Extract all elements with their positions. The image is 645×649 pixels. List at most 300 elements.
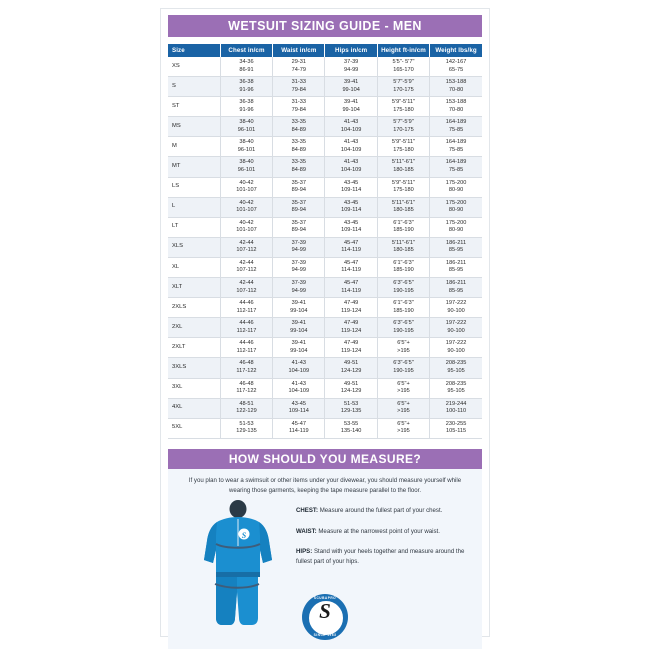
cell-height-metric: 170-175 xyxy=(393,126,414,133)
cell-weight-imperial: 164-189 xyxy=(445,139,467,146)
cell-height-metric: 180-185 xyxy=(393,167,414,174)
cell-weight-imperial: 164-189 xyxy=(445,159,467,166)
cell-waist-metric: 89-94 xyxy=(291,227,306,234)
table-row xyxy=(168,378,482,398)
cell-chest-imperial: 44-46 xyxy=(239,320,254,327)
cell-chest-imperial: 38-40 xyxy=(239,159,254,166)
cell-waist-metric: 104-109 xyxy=(288,388,310,395)
cell-waist-metric: 94-99 xyxy=(291,247,306,254)
table-row xyxy=(168,97,482,117)
cell-chest-imperial: 40-42 xyxy=(239,179,254,186)
cell-weight-metric: 90-100 xyxy=(447,347,465,354)
cell-weight-metric: 75-85 xyxy=(448,126,464,133)
cell-height-imperial: 5'9"-5'11" xyxy=(391,139,416,146)
logo-letter: S xyxy=(319,598,331,623)
cell-height-imperial: 5'11"-6'1" xyxy=(391,239,416,246)
cell-size: XS xyxy=(168,57,220,77)
cell-waist-imperial: 43-45 xyxy=(291,400,306,407)
cell-waist xyxy=(273,77,325,97)
table-row xyxy=(168,157,482,177)
cell-height-metric: 175-180 xyxy=(393,187,414,194)
cell-waist-imperial: 37-39 xyxy=(291,280,306,287)
cell-chest-imperial: 34-36 xyxy=(239,59,254,65)
cell-hips-metric: 94-99 xyxy=(343,66,359,73)
table-row xyxy=(168,358,482,378)
table-header xyxy=(168,44,482,57)
cell-weight-imperial: 197-222 xyxy=(445,340,467,347)
scubapro-logo xyxy=(302,594,348,640)
cell-waist-metric: 99-104 xyxy=(290,327,308,334)
cell-hips-metric: 109-114 xyxy=(341,187,362,194)
cell-waist xyxy=(273,298,325,318)
cell-chest xyxy=(220,117,272,137)
cell-waist-imperial: 35-37 xyxy=(291,199,306,206)
cell-weight-imperial: 153-188 xyxy=(445,79,467,86)
cell-size: XLS xyxy=(168,237,220,257)
cell-chest xyxy=(220,257,272,277)
cell-chest xyxy=(220,398,272,418)
column-header-weight: Weight lbs/kg xyxy=(430,44,482,57)
cell-size: XL xyxy=(168,257,220,277)
cell-weight xyxy=(430,257,482,277)
cell-weight-metric: 70-80 xyxy=(448,86,464,93)
cell-height xyxy=(377,418,429,438)
cell-weight-metric: 85-95 xyxy=(448,287,464,294)
cell-height-metric: >195 xyxy=(397,408,410,415)
cell-chest-imperial: 38-40 xyxy=(239,139,254,146)
cell-weight xyxy=(430,358,482,378)
cell-chest-imperial: 46-48 xyxy=(239,360,254,367)
cell-height xyxy=(377,257,429,277)
cell-weight xyxy=(430,398,482,418)
cell-height xyxy=(377,338,429,358)
cell-hips xyxy=(325,278,377,298)
cell-waist-metric: 94-99 xyxy=(291,287,306,294)
cell-weight-metric: 85-95 xyxy=(448,247,464,254)
cell-height-imperial: 6'1"-6'3" xyxy=(393,219,414,226)
cell-hips-imperial: 41-43 xyxy=(343,139,359,146)
cell-waist-imperial: 37-39 xyxy=(291,239,306,246)
cell-weight xyxy=(430,77,482,97)
cell-height-metric: 170-175 xyxy=(393,86,414,93)
cell-hips-metric: 104-109 xyxy=(340,126,362,133)
cell-height xyxy=(377,177,429,197)
sizing-table xyxy=(168,44,482,439)
cell-waist-imperial: 41-43 xyxy=(291,360,306,367)
cell-hips xyxy=(325,137,377,157)
measure-section-title: HOW SHOULD YOU MEASURE? xyxy=(168,449,482,469)
cell-hips-imperial: 43-45 xyxy=(343,219,359,226)
cell-height xyxy=(377,318,429,338)
cell-waist-metric: 84-89 xyxy=(291,126,306,133)
cell-height-imperial: 6'3"-6'5" xyxy=(393,360,414,367)
cell-weight-imperial: 186-211 xyxy=(446,239,467,246)
cell-chest xyxy=(220,318,272,338)
cell-chest xyxy=(220,77,272,97)
cell-height-imperial: 6'3"-6'5" xyxy=(393,280,414,287)
cell-weight-metric: 70-80 xyxy=(448,106,464,113)
cell-waist-imperial: 37-39 xyxy=(291,259,306,266)
cell-waist xyxy=(273,358,325,378)
cell-weight-metric: 80-90 xyxy=(448,207,464,214)
cell-waist xyxy=(273,278,325,298)
cell-weight-imperial: 142-167 xyxy=(445,59,467,65)
cell-waist xyxy=(273,237,325,257)
cell-weight-imperial: 175-200 xyxy=(445,199,467,206)
cell-weight xyxy=(430,237,482,257)
cell-waist-metric: 94-99 xyxy=(291,267,306,274)
cell-hips xyxy=(325,358,377,378)
instruction-hips xyxy=(296,547,474,567)
cell-waist-imperial: 39-41 xyxy=(291,300,306,307)
cell-waist-imperial: 33-35 xyxy=(291,159,306,166)
cell-height-metric: 175-180 xyxy=(393,146,414,153)
cell-height-metric: 185-190 xyxy=(393,267,414,274)
cell-weight-metric: 100-110 xyxy=(446,408,467,415)
cell-weight-imperial: 208-235 xyxy=(445,360,467,367)
column-header-size: Size xyxy=(168,44,220,57)
cell-hips-imperial: 47-49 xyxy=(343,300,359,307)
cell-weight-imperial: 197-222 xyxy=(445,300,467,307)
cell-chest xyxy=(220,278,272,298)
cell-weight-metric: 75-85 xyxy=(448,167,464,174)
cell-weight-metric: 65-75 xyxy=(448,66,464,73)
svg-text:S: S xyxy=(241,530,247,540)
cell-height-imperial: 5'9"-5'11" xyxy=(391,179,416,186)
cell-hips-imperial: 39-41 xyxy=(343,99,359,106)
cell-height-imperial: 6'5"+ xyxy=(397,420,410,427)
cell-chest-imperial: 46-48 xyxy=(239,380,254,387)
cell-chest-metric: 112-117 xyxy=(236,307,257,314)
table-row xyxy=(168,177,482,197)
table-row xyxy=(168,217,482,237)
cell-chest-imperial: 42-44 xyxy=(239,280,254,287)
instruction-chest-label: CHEST: xyxy=(296,506,319,514)
cell-hips-metric: 129-135 xyxy=(340,408,362,415)
cell-waist-metric: 84-89 xyxy=(291,146,306,153)
cell-weight-imperial: 175-200 xyxy=(445,219,467,226)
cell-chest-imperial: 44-46 xyxy=(239,340,254,347)
cell-hips-metric: 119-124 xyxy=(341,307,362,314)
cell-hips-metric: 109-114 xyxy=(341,227,362,234)
cell-weight xyxy=(430,137,482,157)
brand-logo-container xyxy=(168,594,482,645)
cell-chest-metric: 129-135 xyxy=(236,428,257,435)
cell-height-metric: 185-190 xyxy=(393,227,414,234)
column-header-height: Height ft-in/cm xyxy=(377,44,429,57)
cell-weight xyxy=(430,97,482,117)
cell-hips xyxy=(325,217,377,237)
table-header-row xyxy=(168,44,482,57)
cell-height xyxy=(377,378,429,398)
cell-chest xyxy=(220,378,272,398)
cell-size: XLT xyxy=(168,278,220,298)
cell-weight-metric: 105-115 xyxy=(446,428,467,435)
cell-hips xyxy=(325,257,377,277)
cell-hips xyxy=(325,157,377,177)
table-row xyxy=(168,77,482,97)
cell-hips-imperial: 41-43 xyxy=(343,159,359,166)
cell-size: LT xyxy=(168,217,220,237)
cell-size: L xyxy=(168,197,220,217)
cell-hips-imperial: 53-55 xyxy=(343,420,359,427)
cell-size: 3XL xyxy=(168,378,220,398)
table-row xyxy=(168,257,482,277)
cell-waist-metric: 104-109 xyxy=(288,367,310,374)
cell-hips xyxy=(325,177,377,197)
cell-hips-imperial: 49-51 xyxy=(343,380,359,387)
cell-size: MT xyxy=(168,157,220,177)
cell-waist-imperial: 33-35 xyxy=(291,119,306,126)
cell-waist-imperial: 29-31 xyxy=(291,59,306,65)
cell-waist xyxy=(273,398,325,418)
cell-weight xyxy=(430,298,482,318)
cell-size: 2XL xyxy=(168,318,220,338)
cell-waist-imperial: 39-41 xyxy=(291,320,306,327)
cell-chest xyxy=(220,237,272,257)
cell-size: 5XL xyxy=(168,418,220,438)
measure-intro-text: If you plan to wear a swimsuit or other items under your divewear, you should measure yourself while wearing those garments, keeping the tape measure parallel to the floor. xyxy=(188,476,462,494)
cell-waist xyxy=(273,117,325,137)
instruction-chest-text: Measure around the fullest part of your chest. xyxy=(318,506,443,514)
cell-waist-metric: 89-94 xyxy=(291,187,306,194)
cell-height-imperial: 5'7"-5'9" xyxy=(393,119,414,126)
cell-waist xyxy=(273,137,325,157)
cell-weight xyxy=(430,278,482,298)
cell-height-metric: 185-190 xyxy=(393,307,414,314)
cell-chest-imperial: 51-53 xyxy=(239,420,254,427)
instruction-hips-text: Stand with your heels together and measure around the fullest part of your hips. xyxy=(296,548,465,566)
cell-weight xyxy=(430,177,482,197)
page-title: WETSUIT SIZING GUIDE - MEN xyxy=(168,15,482,37)
cell-height-metric: 190-195 xyxy=(393,287,414,294)
cell-hips xyxy=(325,418,377,438)
cell-chest xyxy=(220,97,272,117)
cell-chest xyxy=(220,358,272,378)
cell-waist-metric: 79-84 xyxy=(291,106,306,113)
cell-height xyxy=(377,197,429,217)
cell-height-metric: 180-185 xyxy=(393,207,414,214)
cell-waist-imperial: 31-33 xyxy=(291,99,306,106)
instruction-waist-label: WAIST: xyxy=(296,527,317,535)
cell-waist-imperial: 41-43 xyxy=(291,380,306,387)
cell-chest-imperial: 40-42 xyxy=(239,199,254,206)
cell-height-imperial: 5'5"- 5'7" xyxy=(392,59,415,65)
cell-hips xyxy=(325,117,377,137)
cell-hips-metric: 114-119 xyxy=(341,267,361,274)
cell-height xyxy=(377,217,429,237)
cell-chest-imperial: 42-44 xyxy=(239,259,254,266)
cell-waist-imperial: 35-37 xyxy=(291,179,306,186)
cell-height xyxy=(377,398,429,418)
cell-waist-metric: 84-89 xyxy=(291,167,306,174)
cell-hips-imperial: 51-53 xyxy=(343,400,359,407)
cell-weight-imperial: 175-200 xyxy=(445,179,467,186)
sizing-table-container xyxy=(168,44,482,439)
table-body xyxy=(168,57,482,438)
cell-hips xyxy=(325,378,377,398)
cell-waist-metric: 114-119 xyxy=(288,428,309,435)
cell-weight xyxy=(430,318,482,338)
cell-weight-metric: 90-100 xyxy=(447,327,465,334)
cell-chest-metric: 101-107 xyxy=(236,227,257,234)
cell-height xyxy=(377,157,429,177)
cell-waist xyxy=(273,338,325,358)
cell-weight-metric: 95-105 xyxy=(447,388,465,395)
cell-chest-imperial: 44-46 xyxy=(239,300,254,307)
cell-chest xyxy=(220,177,272,197)
cell-waist xyxy=(273,318,325,338)
cell-hips-metric: 135-140 xyxy=(340,428,362,435)
sizing-guide-card xyxy=(160,8,490,637)
cell-hips-imperial: 39-41 xyxy=(343,79,359,86)
table-row xyxy=(168,57,482,77)
instruction-chest xyxy=(296,506,474,516)
cell-height-metric: 180-185 xyxy=(393,247,414,254)
cell-chest-metric: 107-112 xyxy=(236,287,257,294)
cell-weight xyxy=(430,57,482,77)
cell-weight-metric: 80-90 xyxy=(448,227,464,234)
cell-height xyxy=(377,77,429,97)
cell-height xyxy=(377,57,429,77)
cell-waist-imperial: 31-33 xyxy=(291,79,306,86)
cell-chest-metric: 112-117 xyxy=(236,327,257,334)
logo-top-text: SCUBAPRO xyxy=(313,596,337,601)
cell-height xyxy=(377,97,429,117)
cell-hips-imperial: 37-39 xyxy=(343,59,359,65)
cell-height-imperial: 6'1"-6'3" xyxy=(393,300,414,307)
cell-chest xyxy=(220,338,272,358)
cell-chest-metric: 91-96 xyxy=(239,86,254,93)
cell-height xyxy=(377,117,429,137)
cell-hips-metric: 114-119 xyxy=(341,247,361,254)
cell-weight xyxy=(430,217,482,237)
cell-waist-metric: 99-104 xyxy=(290,347,308,354)
cell-hips-metric: 104-109 xyxy=(340,146,362,153)
cell-hips-imperial: 41-43 xyxy=(343,119,359,126)
cell-hips xyxy=(325,398,377,418)
cell-height-imperial: 6'5"+ xyxy=(397,380,410,387)
cell-height-metric: 190-195 xyxy=(393,367,414,374)
cell-waist-imperial: 39-41 xyxy=(291,340,306,347)
cell-hips-metric: 114-119 xyxy=(341,287,361,294)
cell-height-metric: 175-180 xyxy=(393,106,414,113)
cell-size: 2XLS xyxy=(168,298,220,318)
cell-chest-metric: 107-112 xyxy=(236,267,257,274)
column-header-waist: Waist in/cm xyxy=(273,44,325,57)
cell-weight xyxy=(430,117,482,137)
cell-weight-imperial: 230-255 xyxy=(445,420,467,427)
cell-hips xyxy=(325,77,377,97)
logo-bottom-text: SINCE 1963 xyxy=(313,633,337,638)
cell-height-imperial: 5'11"-6'1" xyxy=(391,199,416,206)
cell-chest xyxy=(220,418,272,438)
cell-chest-metric: 117-122 xyxy=(236,367,257,374)
table-row xyxy=(168,338,482,358)
cell-height xyxy=(377,278,429,298)
cell-waist xyxy=(273,157,325,177)
cell-chest xyxy=(220,298,272,318)
cell-chest-metric: 117-122 xyxy=(236,388,257,395)
table-row xyxy=(168,197,482,217)
cell-chest-metric: 101-107 xyxy=(236,207,257,214)
cell-height xyxy=(377,298,429,318)
cell-hips-metric: 119-124 xyxy=(341,327,362,334)
cell-height-metric: >195 xyxy=(397,428,410,435)
cell-weight-metric: 75-85 xyxy=(448,146,464,153)
cell-hips-imperial: 43-45 xyxy=(343,179,359,186)
cell-hips xyxy=(325,298,377,318)
cell-height-metric: 165-170 xyxy=(393,66,414,73)
cell-waist xyxy=(273,217,325,237)
cell-waist-metric: 99-104 xyxy=(290,307,308,314)
cell-chest-imperial: 36-38 xyxy=(239,99,254,106)
cell-chest-metric: 96-101 xyxy=(237,126,256,133)
cell-size: 3XLS xyxy=(168,358,220,378)
cell-chest-imperial: 38-40 xyxy=(239,119,254,126)
cell-weight-imperial: 208-235 xyxy=(445,380,467,387)
cell-size: MS xyxy=(168,117,220,137)
instruction-waist-text: Measure at the narrowest point of your waist. xyxy=(316,527,440,535)
cell-height xyxy=(377,358,429,378)
cell-chest-metric: 91-96 xyxy=(239,106,254,113)
table-row xyxy=(168,298,482,318)
instruction-hips-label: HIPS: xyxy=(296,548,313,556)
cell-hips xyxy=(325,97,377,117)
cell-weight-metric: 90-100 xyxy=(447,307,465,314)
cell-chest xyxy=(220,57,272,77)
cell-chest-imperial: 48-51 xyxy=(239,400,254,407)
cell-chest-metric: 101-107 xyxy=(236,187,257,194)
cell-chest xyxy=(220,157,272,177)
cell-waist-metric: 109-114 xyxy=(288,408,309,415)
cell-weight xyxy=(430,197,482,217)
cell-chest xyxy=(220,197,272,217)
cell-weight xyxy=(430,157,482,177)
cell-height-imperial: 6'3"-6'5" xyxy=(393,320,414,327)
cell-hips-metric: 124-129 xyxy=(340,367,362,374)
cell-waist xyxy=(273,257,325,277)
cell-height-metric: >195 xyxy=(397,388,410,395)
cell-hips xyxy=(325,197,377,217)
cell-weight-imperial: 197-222 xyxy=(445,320,467,327)
cell-height xyxy=(377,137,429,157)
table-row xyxy=(168,117,482,137)
cell-chest-metric: 122-129 xyxy=(236,408,257,415)
cell-size: M xyxy=(168,137,220,157)
cell-hips xyxy=(325,237,377,257)
cell-weight-imperial: 153-188 xyxy=(445,99,467,106)
cell-height xyxy=(377,237,429,257)
cell-chest xyxy=(220,137,272,157)
table-row xyxy=(168,137,482,157)
cell-hips-imperial: 45-47 xyxy=(343,280,359,287)
cell-chest-metric: 112-117 xyxy=(236,347,257,354)
cell-weight-metric: 85-95 xyxy=(448,267,464,274)
cell-hips-metric: 99-104 xyxy=(342,86,360,93)
cell-weight-imperial: 186-211 xyxy=(446,259,467,266)
measure-instructions xyxy=(296,506,474,578)
cell-size: ST xyxy=(168,97,220,117)
cell-waist-imperial: 33-35 xyxy=(291,139,306,146)
cell-waist-imperial: 35-37 xyxy=(291,219,306,226)
cell-weight-metric: 95-105 xyxy=(447,367,465,374)
cell-waist-metric: 74-79 xyxy=(291,66,306,73)
cell-chest-imperial: 40-42 xyxy=(239,219,254,226)
cell-hips-metric: 99-104 xyxy=(342,106,360,113)
cell-chest-metric: 107-112 xyxy=(236,247,257,254)
cell-hips-metric: 124-129 xyxy=(340,388,362,395)
